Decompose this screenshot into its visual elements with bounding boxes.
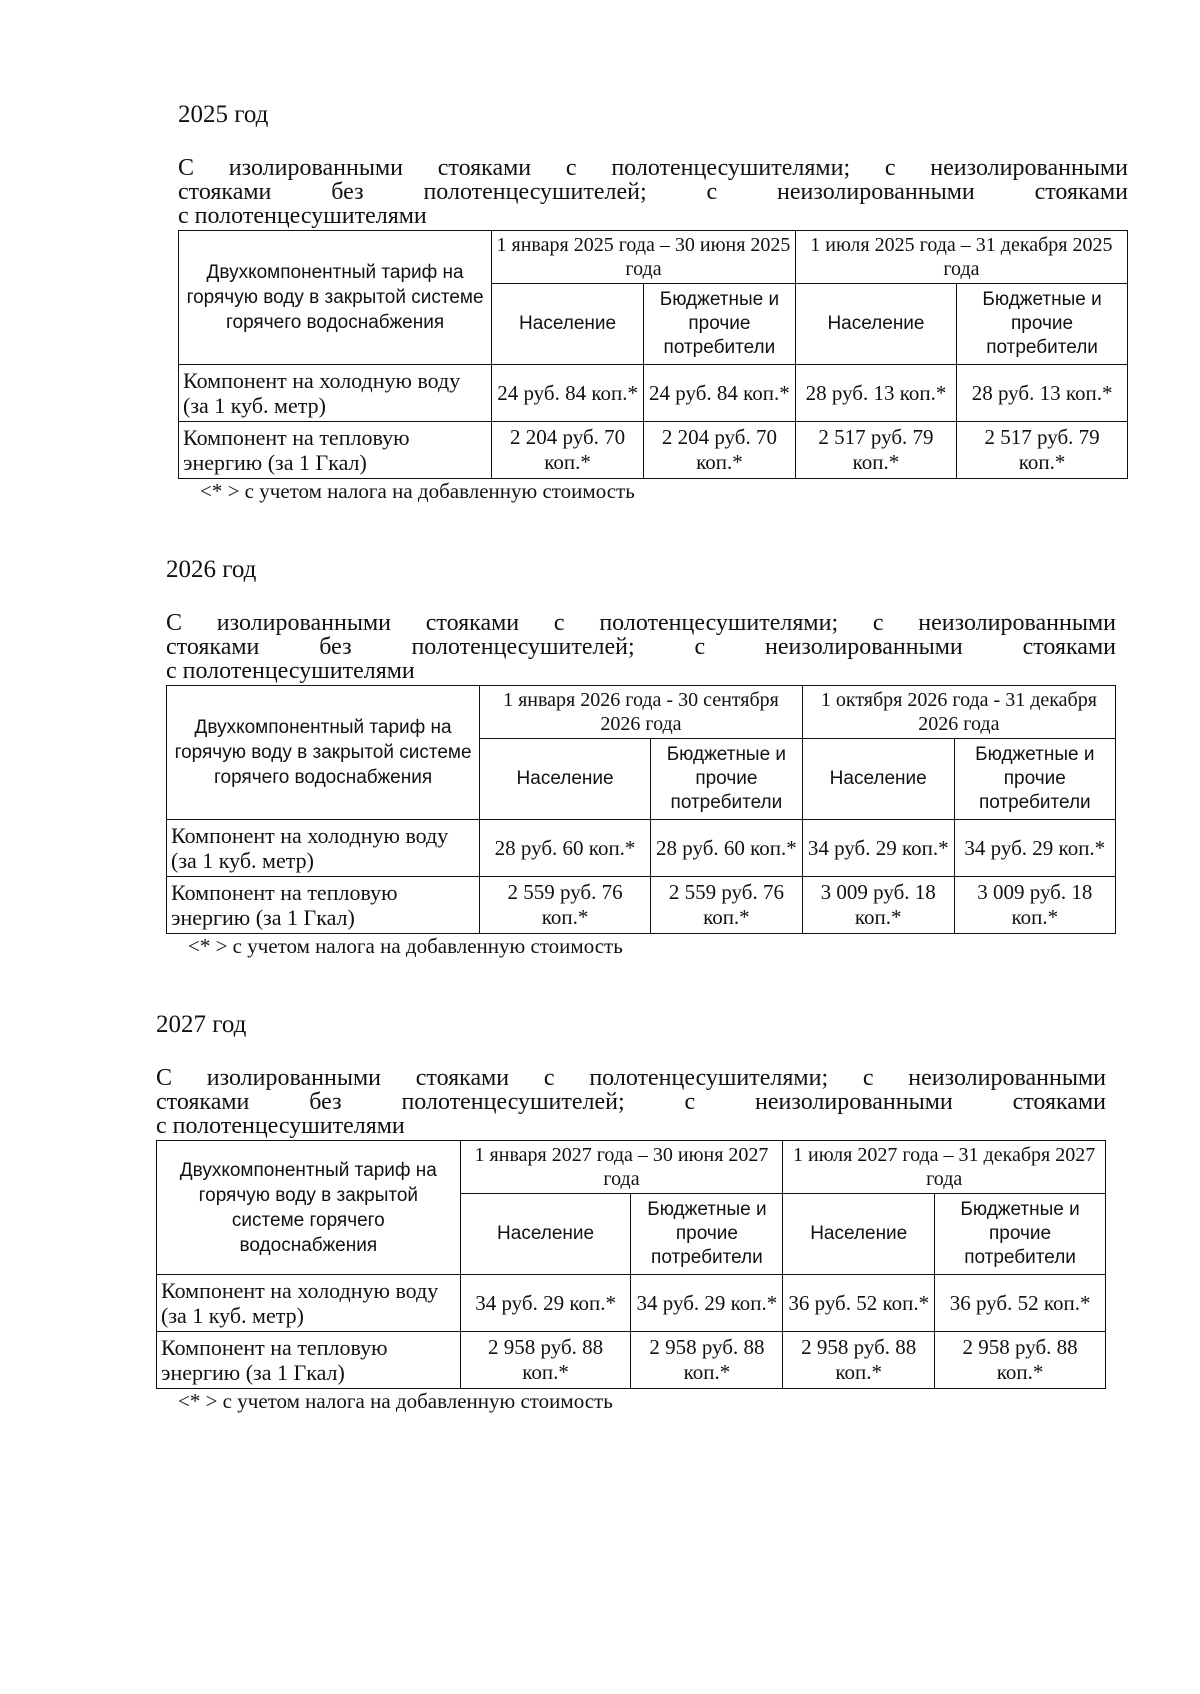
category-population: Население: [783, 1194, 935, 1275]
tariff-value: 24 руб. 84 коп.*: [492, 365, 644, 422]
tariff-value: 28 руб. 60 коп.*: [480, 820, 651, 877]
tariff-value: 34 руб. 29 коп.*: [460, 1275, 631, 1332]
row-label-heat-energy: Компонент на тепловую энергию (за 1 Гкал): [157, 1332, 461, 1389]
category-population: Население: [802, 739, 954, 820]
table-row: [179, 365, 1128, 422]
table-row: [157, 1332, 1106, 1389]
tariff-value: 34 руб. 29 коп.*: [954, 820, 1115, 877]
category-population: Население: [795, 284, 956, 365]
category-budget: Бюджетные и прочие потребители: [643, 284, 795, 365]
tariff-header-description: Двухкомпонентный тариф на горячую воду в закрытой системе горячего водоснабжения: [179, 231, 492, 365]
footnote: <* > с учетом налога на добавленную стоимость: [188, 934, 623, 958]
section-year-heading: 2027 год: [156, 1011, 247, 1038]
period-header: 1 января 2026 года - 30 сентября 2026 года: [480, 686, 803, 739]
tariff-table: [166, 685, 1116, 934]
description-line: с полотенцесушителями: [178, 203, 427, 229]
description-line: стояками без полотенцесушителей; с неизолированными стояками: [166, 634, 1116, 660]
row-label-cold-water: Компонент на холодную воду (за 1 куб. метр): [179, 365, 492, 422]
category-budget: Бюджетные и прочие потребители: [954, 739, 1115, 820]
section-2027: [156, 1010, 1106, 1413]
category-budget: Бюджетные и прочие потребители: [957, 284, 1128, 365]
row-label-heat-energy: Компонент на тепловую энергию (за 1 Гкал): [179, 422, 492, 479]
period-header: 1 января 2027 года – 30 июня 2027 года: [460, 1141, 783, 1194]
description-line: с полотенцесушителями: [156, 1113, 405, 1139]
tariff-value: 36 руб. 52 коп.*: [783, 1275, 935, 1332]
row-label-cold-water: Компонент на холодную воду (за 1 куб. метр): [157, 1275, 461, 1332]
section-2026: [166, 555, 1116, 958]
tariff-value: 34 руб. 29 коп.*: [802, 820, 954, 877]
category-budget: Бюджетные и прочие потребители: [935, 1194, 1106, 1275]
table-header-row: [167, 686, 1116, 739]
category-population: Население: [480, 739, 651, 820]
category-population: Население: [492, 284, 644, 365]
category-budget: Бюджетные и прочие потребители: [631, 1194, 783, 1275]
footnote: <* > с учетом налога на добавленную стоимость: [178, 1389, 613, 1413]
tariff-value: 2 204 руб. 70 коп.*: [643, 422, 795, 479]
tariff-value: 3 009 руб. 18 коп.*: [802, 877, 954, 934]
tariff-table: [178, 230, 1128, 479]
tariff-value: 2 958 руб. 88 коп.*: [631, 1332, 783, 1389]
description-line: с полотенцесушителями: [166, 658, 415, 684]
section-year-heading: 2026 год: [166, 556, 257, 583]
tariff-value: 2 958 руб. 88 коп.*: [783, 1332, 935, 1389]
period-header: 1 января 2025 года – 30 июня 2025 года: [492, 231, 796, 284]
section-2025: [178, 100, 1128, 503]
tariff-value: 2 958 руб. 88 коп.*: [460, 1332, 631, 1389]
tariff-value: 2 559 руб. 76 коп.*: [650, 877, 802, 934]
tariff-header-description: Двухкомпонентный тариф на горячую воду в закрытой системе горячего водоснабжения: [157, 1141, 461, 1275]
description-line: стояками без полотенцесушителей; с неизолированными стояками: [156, 1089, 1106, 1115]
period-header: 1 июля 2027 года – 31 декабря 2027 года: [783, 1141, 1106, 1194]
tariff-value: 2 517 руб. 79 коп.*: [957, 422, 1128, 479]
description-line: С изолированными стояками с полотенцесушителями; с неизолированными: [156, 1065, 1106, 1091]
table-row: [167, 877, 1116, 934]
table-header-row: [179, 231, 1128, 284]
tariff-value: 2 559 руб. 76 коп.*: [480, 877, 651, 934]
table-row: [157, 1275, 1106, 1332]
tariff-value: 2 958 руб. 88 коп.*: [935, 1332, 1106, 1389]
period-header: 1 июля 2025 года – 31 декабря 2025 года: [795, 231, 1127, 284]
tariff-value: 2 204 руб. 70 коп.*: [492, 422, 644, 479]
tariff-header-description: Двухкомпонентный тариф на горячую воду в закрытой системе горячего водоснабжения: [167, 686, 480, 820]
period-header: 1 октября 2026 года - 31 декабря 2026 года: [802, 686, 1115, 739]
tariff-value: 28 руб. 60 коп.*: [650, 820, 802, 877]
tariff-table: [156, 1140, 1106, 1389]
description-line: С изолированными стояками с полотенцесушителями; с неизолированными: [166, 610, 1116, 636]
tariff-value: 28 руб. 13 коп.*: [795, 365, 956, 422]
table-row: [179, 422, 1128, 479]
table-header-row: [157, 1141, 1106, 1194]
tariff-value: 3 009 руб. 18 коп.*: [954, 877, 1115, 934]
section-description: [166, 611, 1116, 683]
tariff-value: 2 517 руб. 79 коп.*: [795, 422, 956, 479]
row-label-heat-energy: Компонент на тепловую энергию (за 1 Гкал): [167, 877, 480, 934]
section-year-heading: 2025 год: [178, 101, 269, 128]
tariff-value: 36 руб. 52 коп.*: [935, 1275, 1106, 1332]
tariff-value: 28 руб. 13 коп.*: [957, 365, 1128, 422]
description-line: стояками без полотенцесушителей; с неизолированными стояками: [178, 179, 1128, 205]
tariff-value: 24 руб. 84 коп.*: [643, 365, 795, 422]
tariff-value: 34 руб. 29 коп.*: [631, 1275, 783, 1332]
category-budget: Бюджетные и прочие потребители: [650, 739, 802, 820]
footnote: <* > с учетом налога на добавленную стоимость: [200, 479, 635, 503]
section-description: [178, 156, 1128, 228]
table-row: [167, 820, 1116, 877]
category-population: Население: [460, 1194, 631, 1275]
row-label-cold-water: Компонент на холодную воду (за 1 куб. метр): [167, 820, 480, 877]
section-description: [156, 1066, 1106, 1138]
description-line: С изолированными стояками с полотенцесушителями; с неизолированными: [178, 155, 1128, 181]
